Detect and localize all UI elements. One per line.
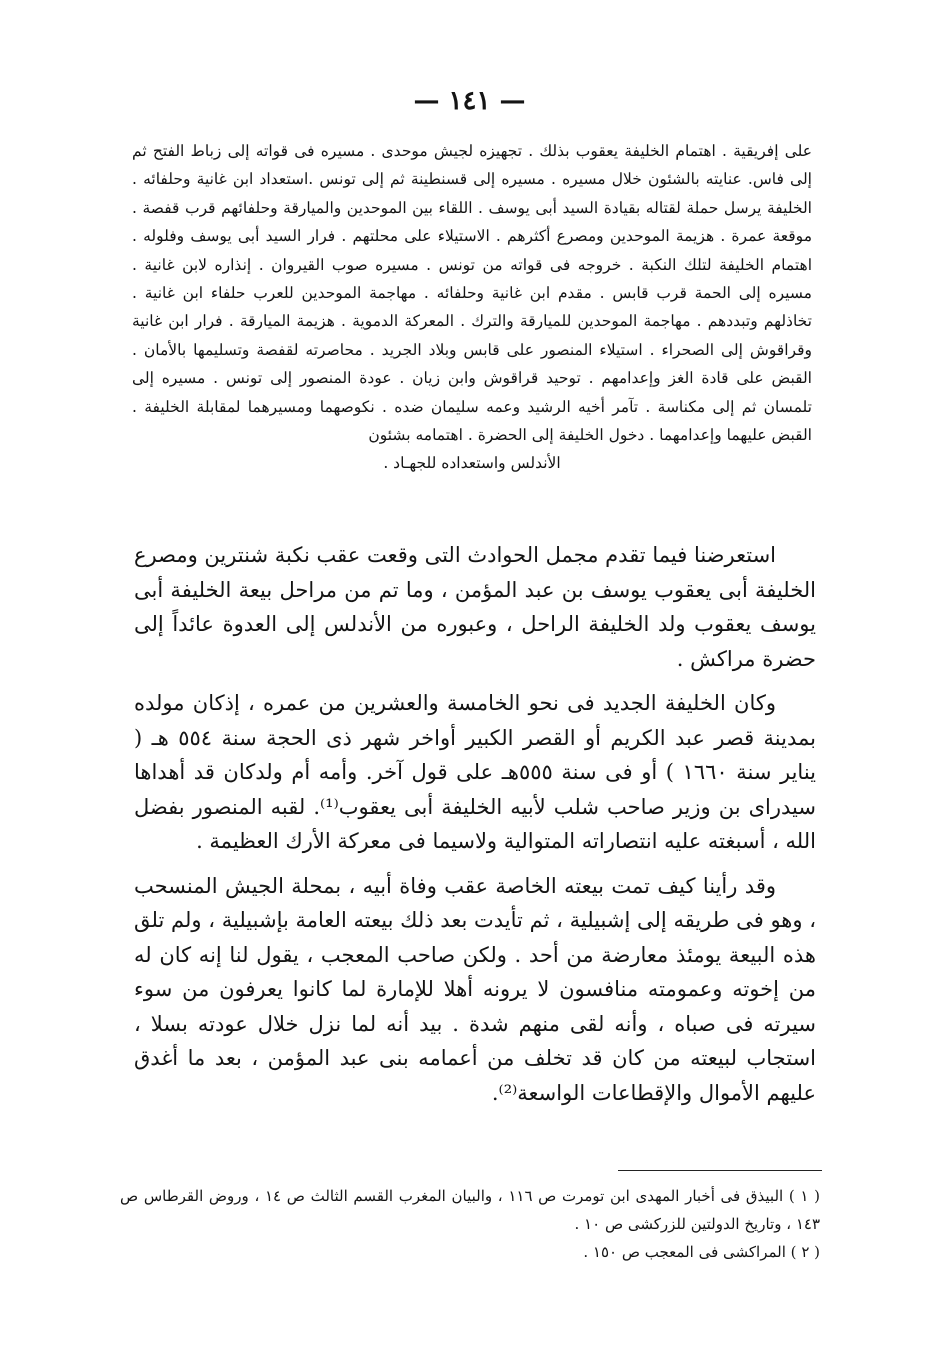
footnotes [120, 1182, 820, 1266]
paragraph: وقد رأينا كيف تمت بيعته الخاصة عقب وفاة أبيه ، بمحلة الجيش المنسحب ، وهو فى طريقه إلى إشبيلية ، ثم تأيدت بعد ذلك بيعته العامة بإشبيلية ، ولم تلق هذه البيعة يومئذ معارضة من أحد . ولكن صاحب المعجب ، يقول لنا إنه كان له من إخوته وعمومته منافسون لا يرونه أهلا للإمارة لما كانوا يعرفون من سوء سيرته فى صباه ، وأنه لقى منهم شدة . بيد أنه لما نزل خلال عودته بسلا ، استجاب لبيعته من كان قد تخلف من أعمامه بنى عبد المؤمن ، بعد ما أغدق عليهم الأموال والإقطاعات الواسعة⁽²⁾. [134, 873, 816, 1105]
chapter-summary [132, 137, 812, 478]
footnote: ( ٢ ) المراكشى فى المعجب ص ١٥٠ . [583, 1243, 820, 1261]
main-text [134, 538, 816, 1120]
footnote: ( ١ ) البيذق فى أخبار المهدى ابن تومرت ص ١١٦ ، والبيان المغرب القسم الثالث ص ١٤ ، وروض القرطاس ص ١٤٣ ، وتاريخ الدولتين للزركشى ص ١٠ . [120, 1187, 820, 1233]
page-number: — ١٤١ — [413, 86, 526, 116]
paragraph: وكان الخليفة الجديد فى نحو الخامسة والعشرين من عمره ، إذكان مولده بمدينة قصر عبد الكريم أو القصر الكبير أواخر شهر ذى الحجة سنة ٥٥٤ هـ ( يناير سنة ١٦٦٠ ) أو فى سنة ٥٥٥هـ على قول آخر. وأمه أم ولدكان قد أهداها سيدراى بن وزير صاحب شلب لأبيه الخليفة أبى يعقوب⁽¹⁾. لقبه المنصور بفضل الله ، أسبغته عليه انتصاراته المتوالية ولاسيما فى معركة الأرك العظيمة . [134, 691, 817, 853]
paragraph: استعرضنا فيما تقدم مجمل الحوادث التى وقعت عقب نكبة شنترين ومصرع الخليفة أبى يعقوب يوسف بن عبد المؤمن ، وما تم من مراحل بيعة الخليفة أبى يوسف يعقوب ولد الخليفة الراحل ، وعبوره من الأندلس إلى العدوة عائداً إلى حضرة مراكش . [134, 543, 816, 671]
summary-last-line: الأندلس واستعداده للجهـاد . [383, 454, 561, 473]
footnote-separator [618, 1170, 822, 1171]
summary-text: على إفريقية . اهتمام الخليفة يعقوب بذلك . تجهيزه لجيش موحدى . مسيره فى قواته إلى زباط الفتح ثم إلى فاس. عنايته بالشئون خلال مسيره . مسيره إلى قسنطينة ثم إلى تونس .استعداد ابن غانية وحلفائه . الخليفة يرسل حملة لقتاله بقيادة السيد أبى يوسف . اللقاء بين الموحدين والميارقة وحلفائهم قرب قفصة . موقعة عمرة . هزيمة الموحدين ومصرع أكثرهم . الاستيلاء على محلتهم . فرار السيد أبى يوسف وفلوله . اهتمام الخليفة لتلك النكبة . خروجه فى قواته من تونس . مسيره صوب القيروان . إنذاره لابن غانية . مسيره إلى الحمة قرب قابس . مقدم ابن غانية وحلفائه . مهاجمة الموحدين للعرب حلفاء ابن غانية . تخاذلهم وتبددهم . مهاجمة الموحدين للميارقة والترك . المعركة الدموية . هزيمة الميارقة . فرار ابن غانية وقراقوش إلى الصحراء . استيلاء المنصور على قابس وبلاد الجريد . محاصرته لقفصة وتسليمها بالأمان . القبض على قادة الغز وإعدامهم . توحيد قراقوش وابن زيان . عودة المنصور إلى تونس . مسيره إلى تلمسان ثم إلى مكناسة . تآمر أخيه الرشيد وعمه سليمان ضده . نكوصهما ومسيرهما لمقابلة الخليفة . القبض عليهما وإعدامهما . دخول الخليفة إلى الحضرة . اهتمامه بشئون [132, 142, 812, 445]
